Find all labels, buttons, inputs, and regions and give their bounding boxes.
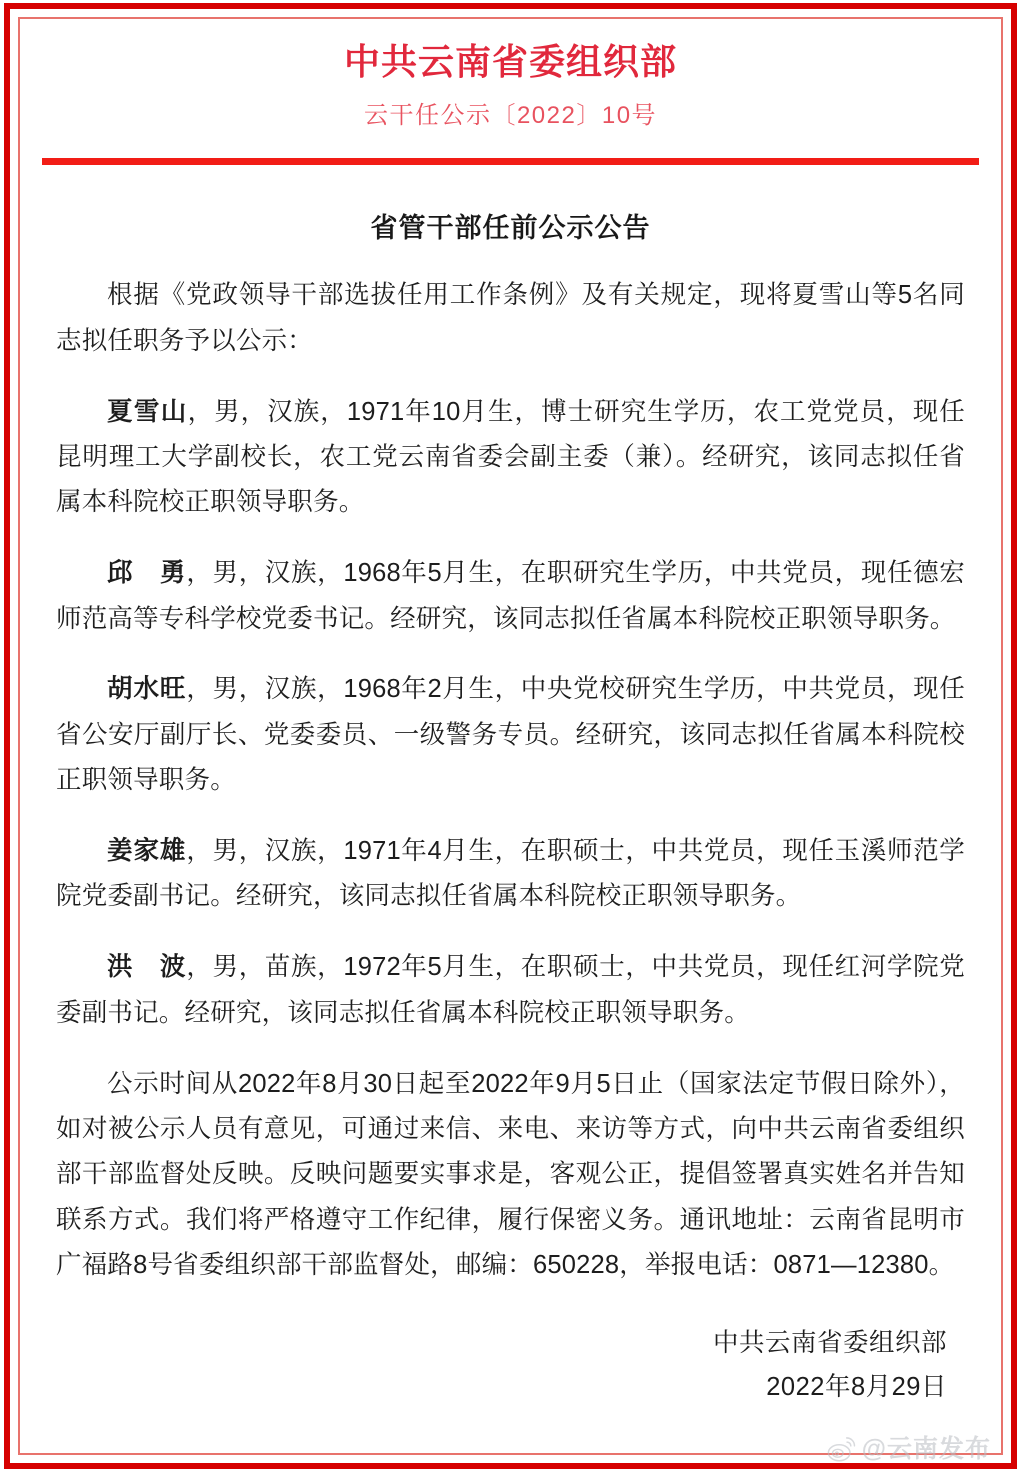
person-detail: ，男，苗族，1972年5月生，在职硕士，中共党员，现任红河学院党委副书记。经研究，该同志拟任省属本科院校正职领导职务。 — [56, 953, 965, 1027]
document-content — [27, 17, 994, 1455]
person-detail: ，男，汉族，1968年2月生，中央党校研究生学历，中共党员，现任省公安厅副厅长、党委委员、一级警务专员。经研究，该同志拟任省属本科院校正职领导职务。 — [56, 675, 965, 795]
person-name: 洪 波 — [107, 953, 187, 982]
person-detail: ，男，汉族，1968年5月生，在职研究生学历，中共党员，现任德宏师范高等专科学校党委书记。经研究，该同志拟任省属本科院校正职领导职务。 — [56, 559, 965, 633]
person-name: 胡水旺 — [107, 675, 187, 704]
person-name: 邱 勇 — [107, 559, 187, 588]
document-body — [42, 211, 979, 1409]
signature-organization: 中共云南省委组织部 — [712, 1329, 947, 1358]
organization-title: 中共云南省委组织部 — [343, 41, 677, 82]
notice-paragraph: 公示时间从2022年8月30日起至2022年9月5日止（国家法定节假日除外），如对被公示人员有意见，可通过来信、来电、来访等方式，向中共云南省委组织部干部监督处反映。反映问题要实事求是，客观公正，提倡签署真实姓名并告知联系方式。我们将严格遵守工作纪律，履行保密义务。通讯地址：云南省昆明市广福路8号省委组织部干部监督处，邮编：650228，举报电话：0871—12380。 — [56, 1069, 965, 1280]
person-entry — [56, 390, 965, 526]
signature-block — [56, 1322, 965, 1409]
signature-date: 2022年8月29日 — [766, 1372, 947, 1401]
person-entry — [56, 829, 965, 920]
person-entry — [56, 667, 965, 803]
intro-paragraph: 根据《党政领导干部选拔任用工作条例》及有关规定，现将夏雪山等5名同志拟任职务予以公示： — [56, 281, 965, 355]
masthead — [42, 17, 979, 165]
watermark-text: @云南发布 — [861, 1434, 991, 1463]
masthead-divider — [42, 158, 979, 165]
document-number: 云干任公示〔2022〕10号 — [363, 102, 658, 129]
person-detail: ，男，汉族，1971年4月生，在职硕士，中共党员，现任玉溪师范学院党委副书记。经研究，该同志拟任省属本科院校正职领导职务。 — [56, 837, 965, 911]
page-title: 省管干部任前公示公告 — [370, 213, 651, 244]
person-name: 夏雪山 — [107, 397, 188, 426]
person-entry — [56, 945, 965, 1036]
person-name: 姜家雄 — [107, 837, 187, 866]
person-detail: ，男，汉族，1971年10月生，博士研究生学历，农工党党员，现任昆明理工大学副校长，农工党云南省委会副主委（兼）。经研究，该同志拟任省属本科院校正职领导职务。 — [56, 397, 965, 517]
person-entry — [56, 551, 965, 642]
